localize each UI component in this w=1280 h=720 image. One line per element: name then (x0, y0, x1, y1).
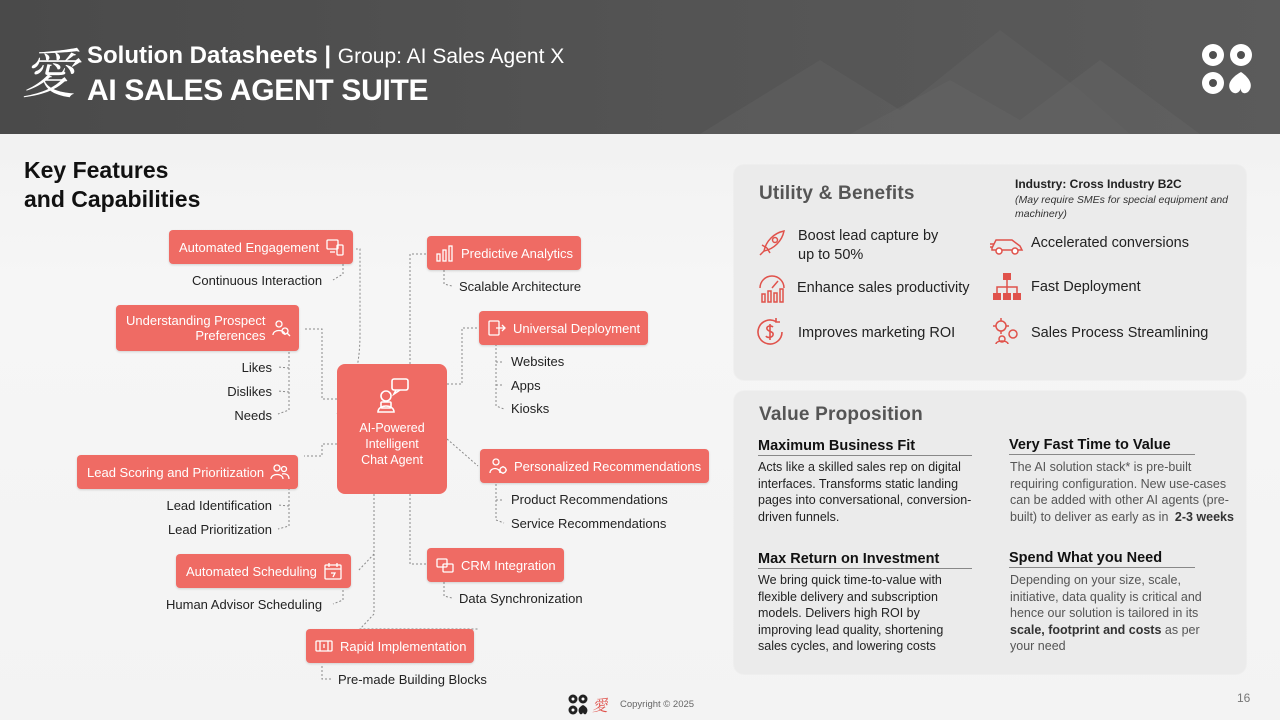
sub-service-recommendations: Service Recommendations (511, 516, 667, 531)
feature-rapid-implementation (306, 629, 474, 663)
benefit-lead-capture (798, 227, 938, 265)
calendar-icon (323, 561, 343, 581)
vp-fast-time-emphasis: 2-3 weeks (1174, 509, 1234, 524)
vp-max-roi-text: We bring quick time-to-value with flexible delivery and subscription models. Delivers high ROI by improving lead quality, shortening sales cycles, and lowering costs (758, 573, 944, 653)
vp-max-roi-head: Max Return on Investment (758, 551, 972, 569)
vp-fast-time-body: The AI solution stack* is pre-built requiring configuration. New use-cases can be added with other AI agents (pre-built) to deliver as early as in (1010, 460, 1229, 524)
center-label-line1: AI-Powered (359, 421, 425, 435)
key-features-title-line1: Key Features (24, 157, 169, 183)
sub-human-advisor-scheduling: Human Advisor Scheduling (166, 597, 323, 612)
benefit-sales-streamlining: Sales Process Streamlining (1031, 325, 1209, 341)
feature-automated-engagement (169, 230, 353, 264)
sub-lead-prioritization: Lead Prioritization (167, 522, 272, 537)
vp-max-business-fit-head: Maximum Business Fit (758, 438, 972, 456)
utility-title: Utility & Benefits (759, 183, 915, 204)
header-separator: | (324, 42, 332, 69)
sub-apps: Apps (511, 378, 541, 393)
rocket-icon (756, 227, 788, 259)
vp-spend-head: Spend What you Need (1009, 550, 1195, 568)
benefit-marketing-roi: Improves marketing ROI (798, 325, 956, 341)
key-features-title-line2: and Capabilities (24, 186, 201, 212)
feature-label: Personalized Recommendations (514, 458, 702, 474)
industry-label: Industry: Cross Industry B2C (1015, 177, 1182, 191)
center-ai-chat-agent (337, 364, 447, 494)
feature-lead-scoring (77, 455, 298, 489)
footer-logo-icon (568, 694, 608, 716)
feature-label: Lead Scoring and Prioritization (87, 464, 265, 480)
vp-fast-time-head: Very Fast Time to Value (1009, 437, 1195, 455)
center-label-line3: Chat Agent (361, 453, 423, 467)
sub-websites: Websites (511, 354, 565, 369)
feature-label: Automated Scheduling (186, 563, 317, 579)
user-group-icon (270, 462, 290, 482)
sub-dislikes: Dislikes (227, 384, 272, 399)
bar-chart-icon (435, 243, 455, 263)
feature-label: CRM Integration (461, 557, 556, 573)
benefit-accelerated-conversions: Accelerated conversions (1031, 235, 1189, 251)
devices-icon (325, 237, 345, 257)
feature-label: Universal Deployment (513, 320, 641, 336)
benefit-fast-deployment: Fast Deployment (1031, 279, 1141, 295)
feature-label: Predictive Analytics (461, 245, 573, 261)
feature-predictive-analytics (427, 236, 581, 270)
sub-lead-identification: Lead Identification (166, 498, 272, 513)
svg-text:愛: 愛 (592, 696, 608, 715)
blocks-icon (314, 636, 334, 656)
user-search-icon (271, 318, 291, 338)
feature-label: Rapid Implementation (340, 638, 467, 654)
deploy-icon (487, 318, 507, 338)
deployment-hierarchy-icon (991, 271, 1023, 303)
brand-logo: 愛 (22, 43, 76, 106)
sub-scalable-architecture: Scalable Architecture (459, 279, 582, 294)
company-logo-icon (1200, 42, 1254, 96)
feature-universal-deployment (479, 311, 648, 345)
vp-spend-tail: as per your need (1010, 622, 1200, 653)
feature-understanding-prospect (116, 305, 299, 351)
benefit-text-line2: up to 50% (798, 247, 864, 263)
sync-icon (435, 555, 455, 575)
header-title-line (87, 42, 564, 70)
sub-kiosks: Kiosks (511, 401, 550, 416)
benefit-text-line1: Boost lead capture by (798, 228, 939, 244)
vp-spend-body: Depending on your size, scale, initiative, data quality is critical and hence our solution is tailored in its (1010, 573, 1202, 620)
sub-needs: Needs (234, 408, 272, 423)
feature-label-line2: Preferences (195, 328, 266, 343)
feature-label: Automated Engagement (179, 239, 320, 255)
user-gear-icon (488, 456, 508, 476)
chatbot-icon (372, 376, 412, 416)
value-title: Value Proposition (759, 404, 923, 425)
sub-data-synchronization: Data Synchronization (459, 591, 583, 606)
header-banner (0, 0, 1280, 134)
gears-person-icon (991, 316, 1023, 348)
copyright: Copyright © 2025 (620, 699, 695, 710)
header-title: Solution Datasheets (87, 42, 318, 69)
vp-spend-text (1010, 572, 1226, 655)
sub-premade-building-blocks: Pre-made Building Blocks (338, 672, 487, 687)
page-number: 16 (1237, 691, 1251, 705)
benefit-sales-productivity: Enhance sales productivity (797, 280, 970, 296)
sub-product-recommendations: Product Recommendations (511, 492, 668, 507)
dollar-cycle-icon (754, 316, 786, 348)
feature-crm-integration (427, 548, 564, 582)
vp-max-business-fit-text: Acts like a skilled sales rep on digital interfaces. Transforms static landing pages into conversational, conversion-driven funnels. (758, 460, 972, 524)
header-group: Group: AI Sales Agent X (337, 45, 565, 68)
car-icon (990, 228, 1024, 260)
sub-continuous-interaction: Continuous Interaction (192, 273, 323, 288)
feature-label-line1: Understanding Prospect (126, 313, 266, 328)
feature-personalized-recommendations (480, 449, 709, 483)
vp-fast-time-text (1010, 459, 1242, 525)
productivity-chart-icon (756, 272, 788, 304)
features-diagram (0, 134, 730, 694)
sub-likes: Likes (241, 360, 272, 375)
industry-note: (May require SMEs for special equipment and machinery) (1015, 194, 1229, 220)
center-label-line2: Intelligent (365, 437, 419, 451)
header-subtitle: AI SALES AGENT SUITE (87, 74, 429, 107)
feature-automated-scheduling (176, 554, 351, 588)
vp-spend-emphasis: scale, footprint and costs (1010, 622, 1162, 637)
